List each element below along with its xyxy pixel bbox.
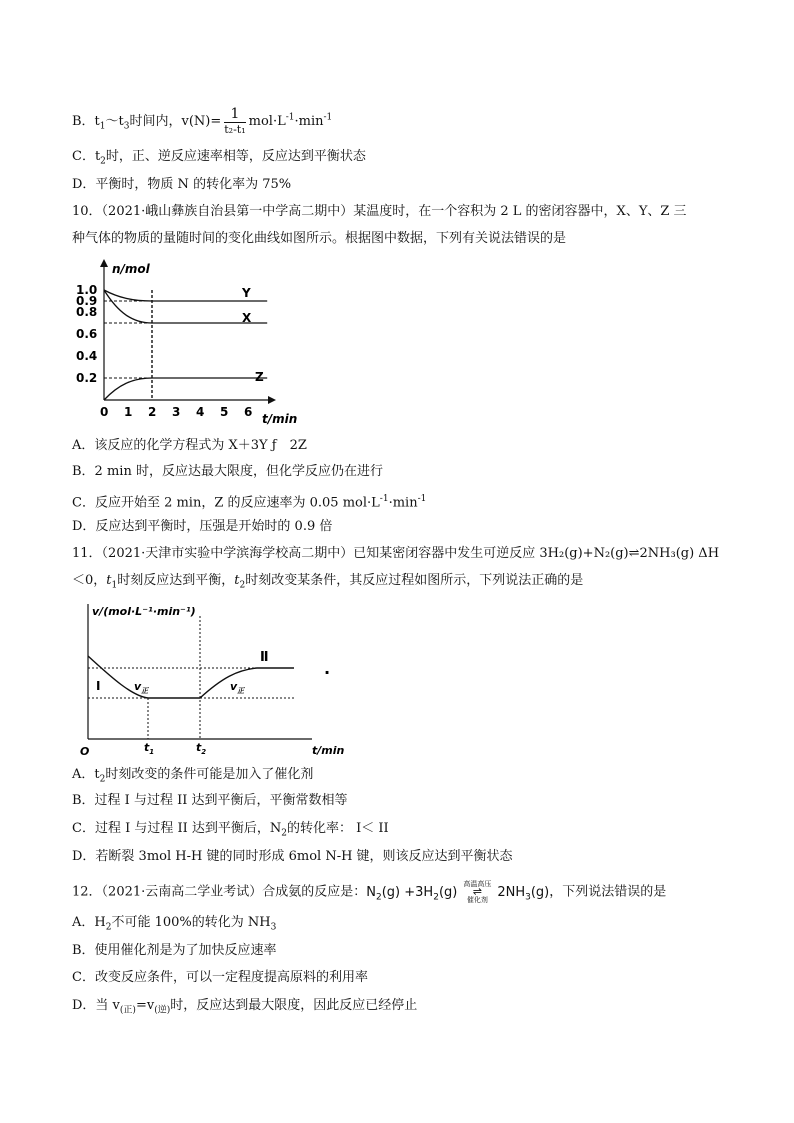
q11-a-a: A．t <box>72 767 100 782</box>
q10-label-x: X <box>242 311 252 325</box>
q11-t2-label: $t_2$ <box>196 741 207 756</box>
q9-b-unit-sup1: -1 <box>285 112 295 123</box>
q11-a-s: 2 <box>99 774 106 785</box>
q9-b-sub2: 3 <box>123 121 130 132</box>
q10-chart <box>72 255 332 430</box>
q11-option-c <box>72 820 389 843</box>
q9-b-fraction <box>224 106 245 137</box>
q10-ytick-label: 0.4 <box>76 349 98 363</box>
q10-ylabel: n/mol <box>112 262 150 276</box>
q10-option-a: A．该反应的化学方程式为 X＋3Y ƒ 2Z <box>72 438 307 453</box>
q12-a-s1: 2 <box>105 922 112 933</box>
q11-label-I: I <box>96 679 101 693</box>
q11-stem-b: 时刻反应达到平衡， <box>117 573 235 588</box>
q12-option-d <box>72 997 417 1020</box>
q10-stem-line2: 种气体的物质的量随时间的变化曲线如图所示。根据图中数据，下列有关说法错误的是 <box>72 231 567 246</box>
q10-c-mid: ·min <box>388 495 418 511</box>
q12-a-b: 不可能 100%的转化为 NH <box>111 915 271 930</box>
q10-xlabel: t/min <box>262 412 298 426</box>
q12-eq-arrow-top: 高温高压 <box>463 880 492 888</box>
q11-stem-line1: 11．（2021·天津市实验中学滨海学校高二期中）已知某密闭容器中发生可逆反应 3H₂(g)+N₂(g)⇌2NH₃(g) ΔH <box>72 546 720 561</box>
q9-option-c <box>72 148 366 171</box>
q12-d-a: D．当 v <box>72 998 120 1013</box>
q11-ylabel: v/(mol·L⁻¹·min⁻¹) <box>92 605 196 618</box>
q9-b-unit2: ·min <box>294 114 324 129</box>
q12-eq-arrow-glyph: ⇌ <box>472 885 482 898</box>
q11-t1-label: $t_1$ <box>144 741 155 756</box>
q10-xtick-label: 2 <box>148 405 157 419</box>
q10-c-sup2: -1 <box>417 494 427 504</box>
q12-option-a <box>72 914 276 937</box>
q11-stem-s1: 1 <box>111 580 118 591</box>
q9-b-unit-sup2: -1 <box>323 112 333 123</box>
q9-b-frac-den: t₂-t₁ <box>224 123 246 136</box>
q10-label-z: Z <box>255 370 264 384</box>
q12-eq-d: 2NH <box>497 884 526 900</box>
q9-c-text: 时，正、逆反应速率相等，反应达到平衡状态 <box>105 149 366 164</box>
q9-b-mid: ～t <box>105 114 124 129</box>
q10-xtick-label: 5 <box>220 405 229 419</box>
q11-label-II: Ⅱ <box>260 650 269 665</box>
q11-v-zheng-1: $v_正$ <box>134 680 149 695</box>
q9-b-prefix: B．t <box>72 114 100 129</box>
q12-option-c: C．改变反应条件，可以一定程度提高原料的利用率 <box>72 970 368 985</box>
q11-stem-t1: t <box>106 573 112 588</box>
q11-xlabel: t/min <box>312 744 345 757</box>
q11-stem-c: 时刻改变某条件，其反应过程如图所示，下列说法正确的是 <box>245 573 584 588</box>
q11-c-a: C．过程 I 与过程 II 达到平衡后，N <box>72 821 282 836</box>
q12-eq-s2: 2 <box>433 892 439 903</box>
q10-option-c <box>72 490 426 512</box>
q10-option-b: B．2 min 时，反应达最大限度，但化学反应仍在进行 <box>72 464 383 479</box>
q10-ytick-label: 0.2 <box>76 371 98 385</box>
q10-label-y: Y <box>242 286 251 300</box>
q12-eq-arrow <box>463 880 491 904</box>
q9-b-text: 时间内，v(N)= <box>129 114 222 129</box>
q12-stem-a: 12．（2021·云南高二学业考试）合成氨的反应是： <box>72 884 367 900</box>
q10-xtick-label: 1 <box>124 405 133 419</box>
q9-b-sub1: 1 <box>99 121 106 132</box>
q11-option-b: B．过程 I 与过程 II 达到平衡后，平衡常数相等 <box>72 793 348 808</box>
q10-ytick-label: 0.9 <box>76 294 98 308</box>
q9-b-unit: mol·L <box>248 114 286 129</box>
q9-option-b <box>72 106 332 137</box>
q12-d-b: =v <box>135 998 155 1013</box>
q9-c-sub: 2 <box>100 156 106 167</box>
q12-eq-b: (g) +3H <box>381 884 434 900</box>
q10-option-d: D．反应达到平衡时，压强是开始时的 0.9 倍 <box>72 519 333 534</box>
q11-stem-t2: t <box>234 573 240 588</box>
q9-option-d: D．平衡时，物质 N 的转化率为 75% <box>72 177 292 192</box>
q11-origin: O <box>80 745 90 758</box>
q12-d-s1: (正) <box>119 1005 136 1016</box>
q10-xtick-label: 4 <box>196 405 205 419</box>
q12-eq-arrow-bot: 催化剂 <box>466 896 488 904</box>
q12-eq-e: (g) <box>530 884 550 900</box>
q11-chart <box>72 598 362 758</box>
q12-d-s2: (逆) <box>154 1005 171 1016</box>
q10-xtick-label: 0 <box>100 405 109 419</box>
q12-option-b: B．使用催化剂是为了加快反应速率 <box>72 943 277 958</box>
q12-equation <box>366 880 550 904</box>
q9-b-frac-num: 1 <box>224 106 245 123</box>
q12-stem <box>72 880 666 906</box>
q12-stem-b: ，下列说法错误的是 <box>549 884 667 900</box>
q11-option-d: D．若断裂 3mol H-H 键的同时形成 6mol N-H 键，则该反应达到平衡状态 <box>72 849 513 864</box>
q10-stem-line1: 10．（2021·峨山彝族自治县第一中学高二期中）某温度时，在一个容积为 2 L 的密闭容器中，X、Y、Z 三 <box>72 204 687 219</box>
q10-c-text: C．反应开始至 2 min，Z 的反应速率为 0.05 mol·L <box>72 495 380 511</box>
q10-ytick-label: 0.6 <box>76 327 98 341</box>
q12-eq-a: N <box>366 884 376 900</box>
q11-c-b: 的转化率： I＜ II <box>287 821 389 836</box>
q12-eq-s3: 3 <box>525 892 531 903</box>
q11-c-s: 2 <box>281 828 287 839</box>
q12-eq-c: (g) <box>438 884 458 900</box>
q11-dot: · <box>324 663 331 682</box>
q10-xtick-label: 6 <box>244 405 253 419</box>
q12-a-s2: 3 <box>270 922 277 933</box>
q9-c-prefix: C．t <box>72 149 101 164</box>
q11-stem-s2: 2 <box>239 580 246 591</box>
q10-xtick-label: 3 <box>172 405 181 419</box>
q11-a-b: 时刻改变的条件可能是加入了催化剂 <box>105 767 314 782</box>
q10-y-arrow <box>100 259 108 267</box>
q11-stem-line2 <box>72 572 583 595</box>
q10-ytick-label: 0.8 <box>76 305 98 319</box>
q10-series-z <box>104 378 267 400</box>
q10-c-sup1: -1 <box>379 494 389 504</box>
q11-stem-a: ＜0， <box>72 573 107 588</box>
q12-d-c: 时，反应达到最大限度，因此反应已经停止 <box>170 998 418 1013</box>
q11-option-a <box>72 766 313 789</box>
q10-ytick-label: 1.0 <box>76 283 98 297</box>
q10-x-arrow <box>268 396 276 404</box>
q11-v-zheng-2: $v_正$ <box>230 680 245 695</box>
q12-a-a: A．H <box>72 915 106 930</box>
q12-eq-s1: 2 <box>376 892 382 903</box>
